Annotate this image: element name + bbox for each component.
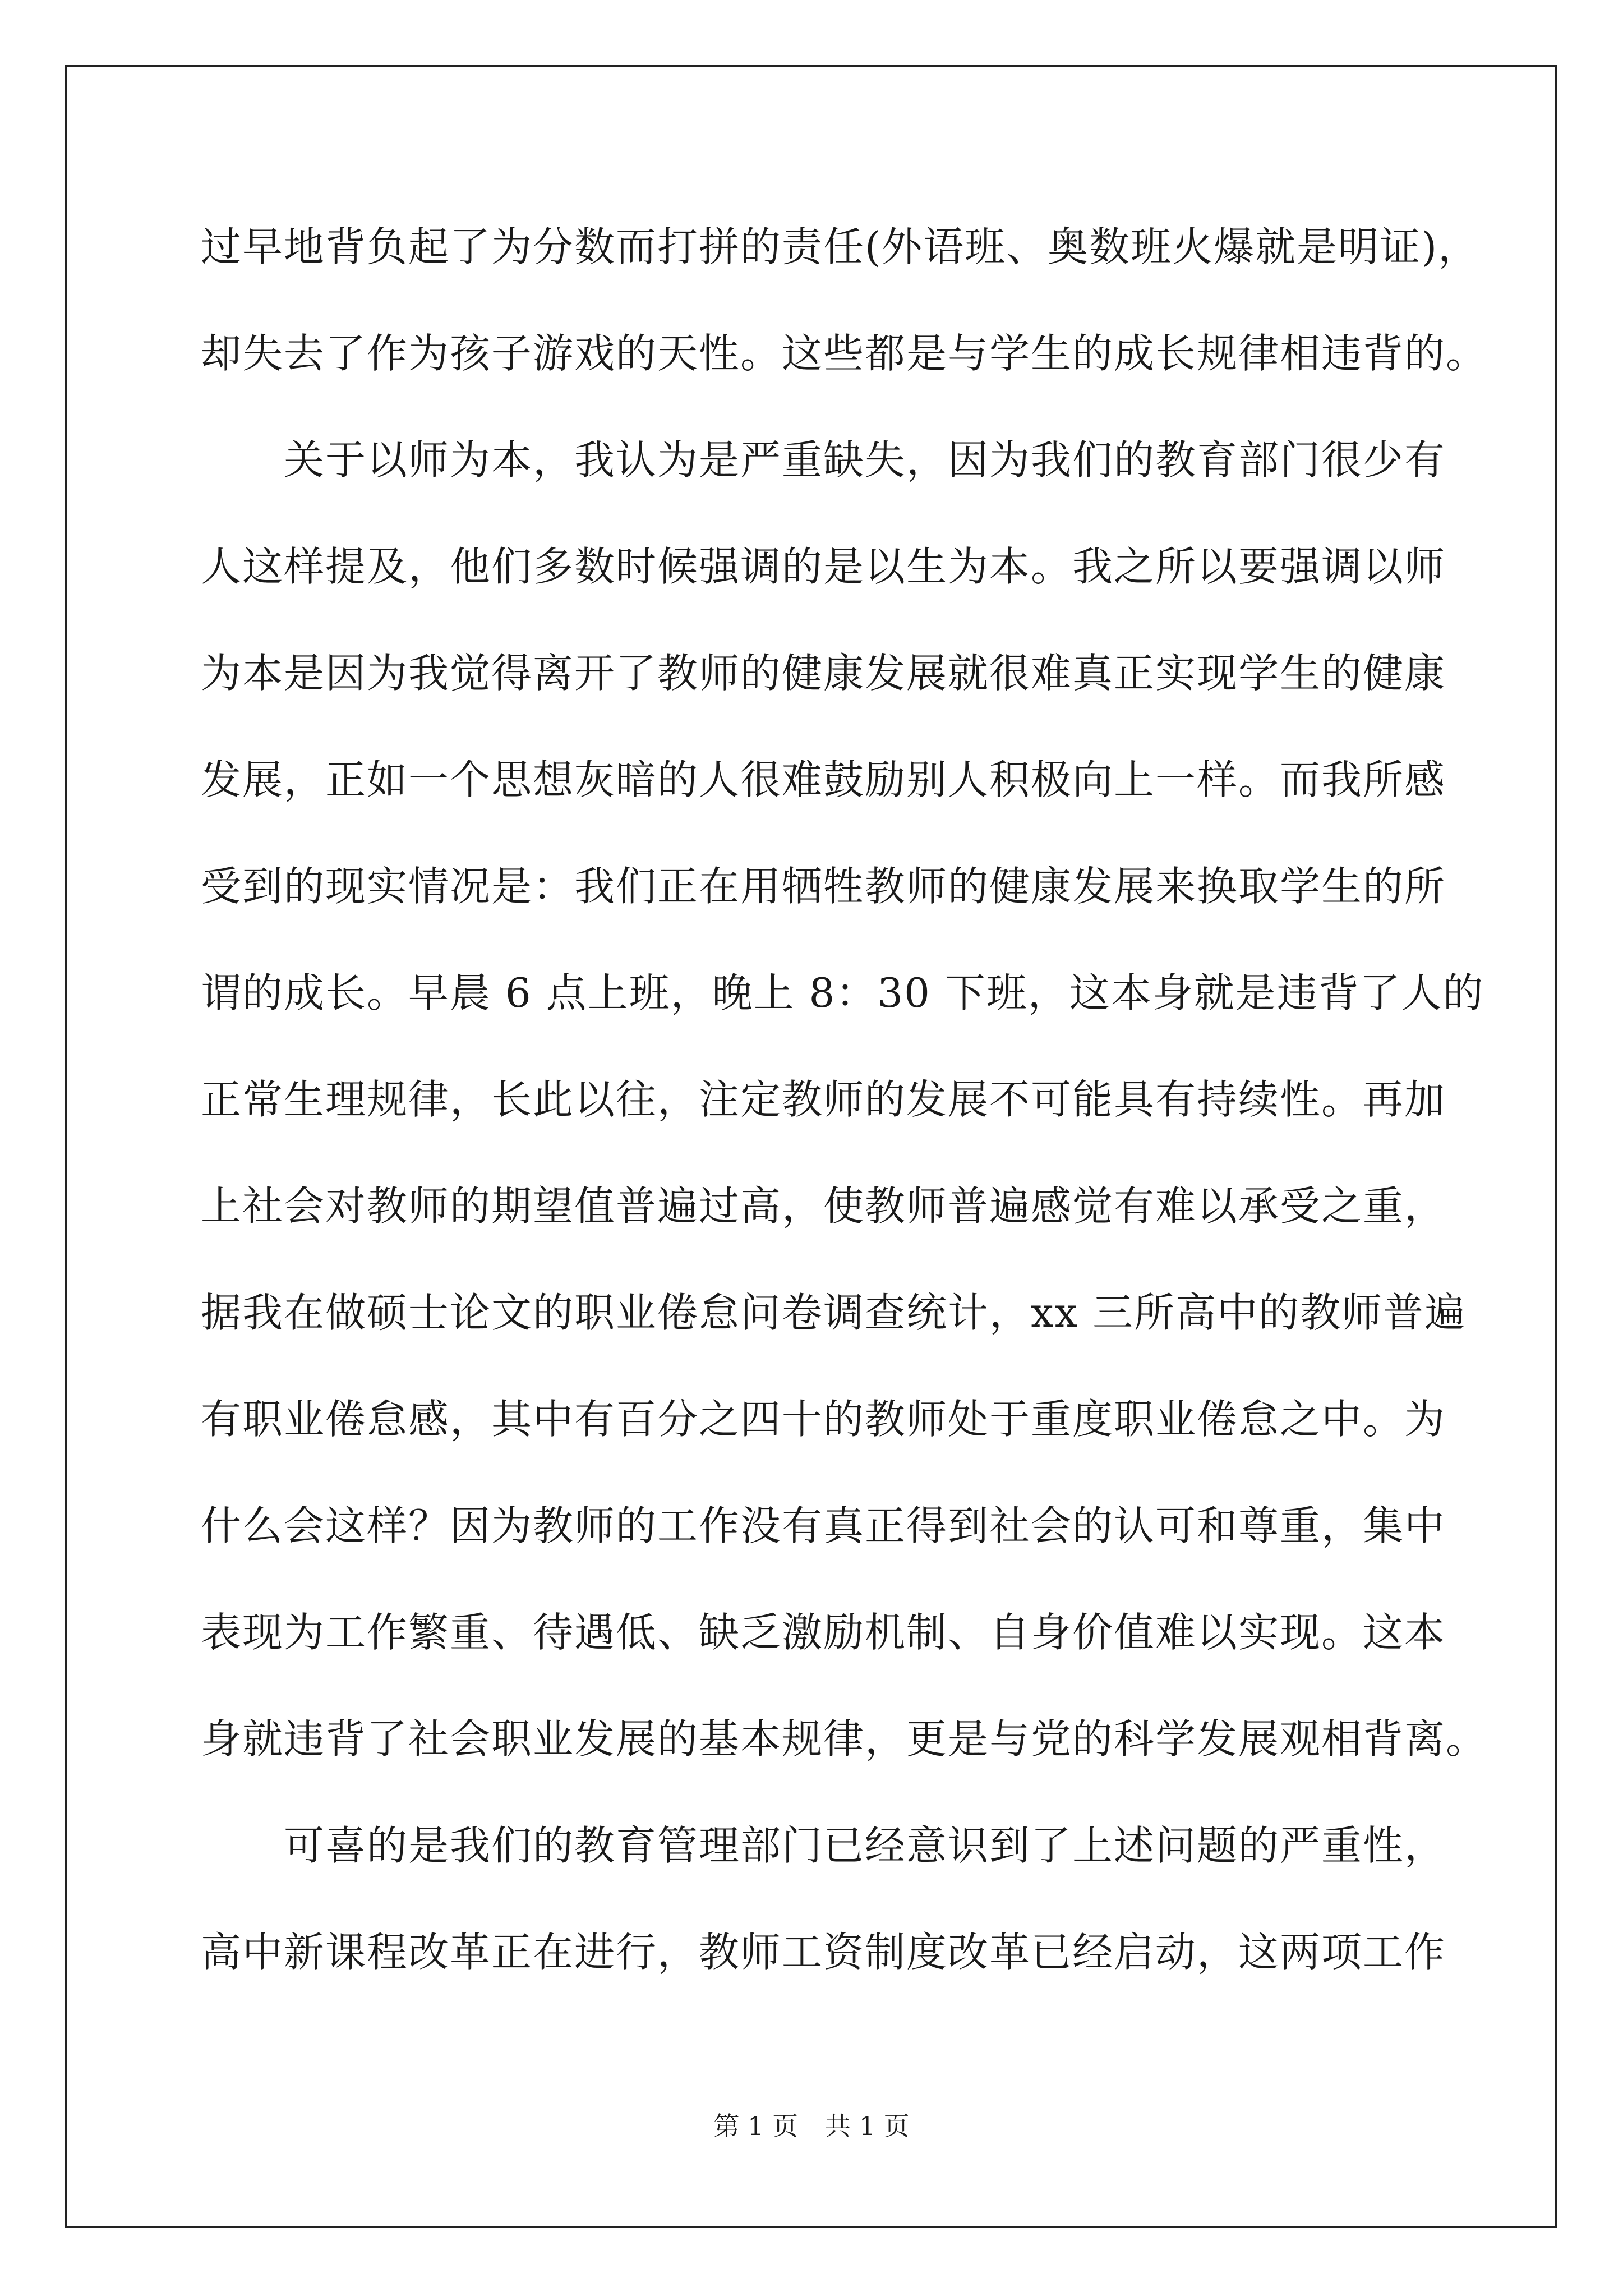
text-line: 为本是因为我觉得离开了教师的健康发展就很难真正实现学生的健康 [201, 650, 1446, 697]
text-line: 过早地背负起了为分数而打拼的责任(外语班、奥数班火爆就是明证)， [201, 223, 1480, 270]
text-line: 却失去了作为孩子游戏的天性。这些都是与学生的成长规律相违背的。 [201, 330, 1488, 377]
page-total: 共 1 页 [825, 2111, 910, 2141]
paragraph-start-line: 关于以师为本，我认为是严重缺失，因为我们的教育部门很少有 [284, 436, 1446, 484]
text-line: 表现为工作繁重、待遇低、缺乏激励机制、自身价值难以实现。这本 [201, 1609, 1446, 1656]
paragraph-start-line: 可喜的是我们的教育管理部门已经意识到了上述问题的严重性， [284, 1822, 1446, 1869]
text-line: 受到的现实情况是：我们正在用牺牲教师的健康发展来换取学生的所 [201, 863, 1446, 910]
text-line: 发展，正如一个思想灰暗的人很难鼓励别人积极向上一样。而我所感 [201, 756, 1446, 803]
text-line: 上社会对教师的期望值普遍过高，使教师普遍感觉有难以承受之重， [201, 1182, 1446, 1230]
document-body [201, 223, 1488, 2036]
text-line: 什么会这样？因为教师的工作没有真正得到社会的认可和尊重，集中 [201, 1502, 1446, 1549]
text-line: 高中新课程改革正在进行，教师工资制度改革已经启动，这两项工作 [201, 1929, 1446, 1976]
text-line: 人这样提及，他们多数时候强调的是以生为本。我之所以要强调以师 [201, 543, 1446, 590]
text-line: 谓的成长。早晨 6 点上班，晚上 8：30 下班，这本身就是违背了人的 [201, 969, 1484, 1016]
text-line: 身就违背了社会职业发展的基本规律，更是与党的科学发展观相背离。 [201, 1715, 1488, 1763]
page-footer [0, 2109, 1623, 2143]
text-line: 正常生理规律，长此以往，注定教师的发展不可能具有持续性。再加 [201, 1076, 1446, 1123]
page-number: 第 1 页 [713, 2111, 798, 2141]
text-line: 有职业倦怠感，其中有百分之四十的教师处于重度职业倦怠之中。为 [201, 1396, 1446, 1443]
text-line: 据我在做硕士论文的职业倦怠问卷调查统计，xx 三所高中的教师普遍 [201, 1289, 1467, 1336]
